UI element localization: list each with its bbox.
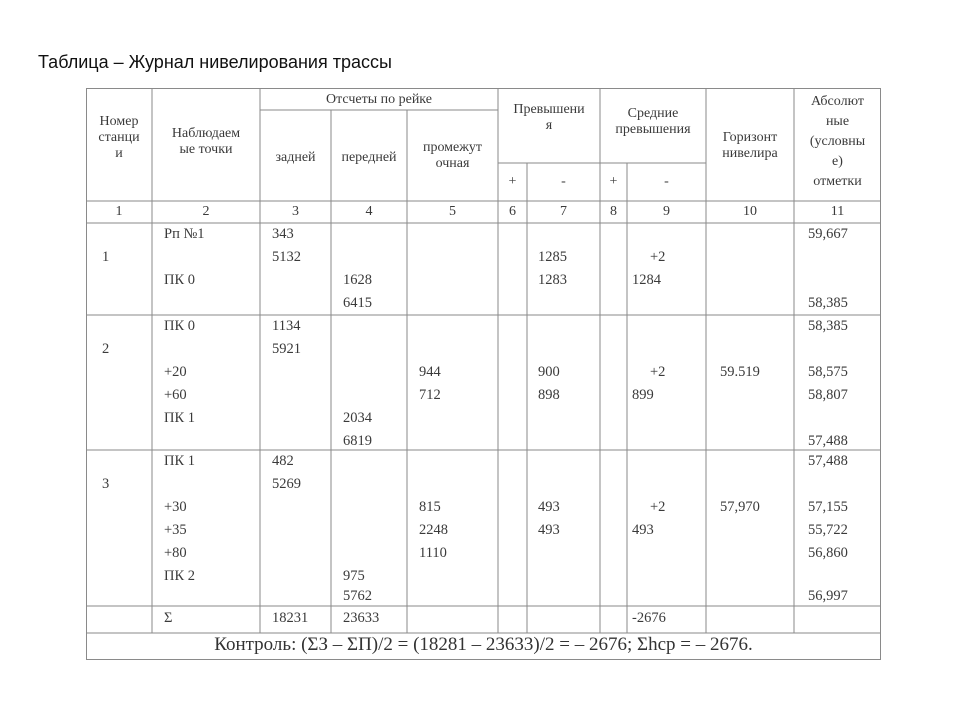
station-number: 2 xyxy=(102,341,110,357)
header-minus: - xyxy=(561,174,566,189)
absolute-mark: 58,575 xyxy=(808,364,848,380)
column-number: 11 xyxy=(830,204,845,219)
rear-reading: 5132 xyxy=(272,249,301,265)
column-number: 9 xyxy=(663,204,670,219)
header-front: передней xyxy=(341,150,397,165)
mean-elevation: +2 xyxy=(650,499,666,515)
absolute-mark: 56,860 xyxy=(808,545,848,561)
intermediate-reading: 2248 xyxy=(419,522,448,538)
point-label: ПК 1 xyxy=(164,453,196,469)
point-label: +35 xyxy=(164,522,187,538)
instrument-horizon: 59.519 xyxy=(720,364,760,380)
column-number: 1 xyxy=(115,204,123,219)
absolute-mark: 57,488 xyxy=(808,453,848,469)
control-formula: Контроль: (ΣЗ – ΣП)/2 = (18281 – 23633)/2 = – 2676; Σhср = – 2676. xyxy=(214,634,753,655)
header-mean-plus: + xyxy=(609,174,618,189)
column-number: 3 xyxy=(292,204,299,219)
absolute-mark: 56,997 xyxy=(808,588,848,604)
sum-label: Σ xyxy=(164,610,173,626)
front-reading: 2034 xyxy=(343,410,372,426)
header-readings: Отсчеты по рейке xyxy=(326,92,432,107)
column-number: 8 xyxy=(610,204,617,219)
header-mean-minus: - xyxy=(664,174,669,189)
header-points: Наблюдаем ые точки xyxy=(171,126,241,157)
table-grid xyxy=(86,88,881,660)
point-label: ПК 0 xyxy=(164,272,196,288)
column-number: 5 xyxy=(449,204,456,219)
column-number: 6 xyxy=(509,204,516,219)
instrument-horizon: 57,970 xyxy=(720,499,760,515)
intermediate-reading: 944 xyxy=(419,364,441,380)
elevation-minus: 493 xyxy=(538,499,560,515)
absolute-mark: 57,488 xyxy=(808,433,848,449)
header-horizon: Горизонт нивелира xyxy=(722,130,778,161)
front-reading: 5762 xyxy=(343,588,372,604)
header-station: Номер станци и xyxy=(98,114,140,161)
front-reading: 975 xyxy=(343,568,365,584)
header-rear: задней xyxy=(275,150,316,165)
point-label: ПК 1 xyxy=(164,410,196,426)
elevation-minus: 1285 xyxy=(538,249,567,265)
absolute-mark: 58,385 xyxy=(808,318,848,334)
sum-mean: -2676 xyxy=(632,610,666,626)
header-mean-elevations: Средние превышения xyxy=(615,106,691,137)
mean-elevation: 1284 xyxy=(632,272,661,288)
header-absolute: Абсолют ные (условны е) отметки xyxy=(809,94,866,189)
absolute-mark: 59,667 xyxy=(808,226,848,242)
point-label: +30 xyxy=(164,499,187,515)
intermediate-reading: 712 xyxy=(419,387,441,403)
column-number: 10 xyxy=(743,204,757,219)
column-number: 2 xyxy=(202,204,210,219)
point-label: +80 xyxy=(164,545,187,561)
rear-reading: 5921 xyxy=(272,341,301,357)
column-number: 7 xyxy=(560,204,567,219)
front-reading: 6415 xyxy=(343,295,372,311)
point-label: +20 xyxy=(164,364,187,380)
table-caption: Таблица – Журнал нивелирования трассы xyxy=(38,52,392,72)
rear-reading: 1134 xyxy=(272,318,301,334)
mean-elevation: +2 xyxy=(650,364,666,380)
rear-reading: 343 xyxy=(272,226,294,242)
elevation-minus: 898 xyxy=(538,387,560,403)
header-intermediate: промежут очная xyxy=(422,140,483,171)
mean-elevation: 899 xyxy=(632,387,654,403)
mean-elevation: +2 xyxy=(650,249,666,265)
absolute-mark: 57,155 xyxy=(808,499,848,515)
sum-rear: 18231 xyxy=(272,610,309,626)
mean-elevation: 493 xyxy=(632,522,654,538)
absolute-mark: 55,722 xyxy=(808,522,848,538)
point-label: +60 xyxy=(164,387,187,403)
absolute-mark: 58,807 xyxy=(808,387,848,403)
front-reading: 6819 xyxy=(343,433,372,449)
header-plus: + xyxy=(508,174,517,189)
header-elevations: Превышени я xyxy=(513,102,585,133)
sum-front: 23633 xyxy=(343,610,380,626)
point-label: ПК 0 xyxy=(164,318,196,334)
column-number: 4 xyxy=(365,204,373,219)
elevation-minus: 493 xyxy=(538,522,560,538)
station-number: 3 xyxy=(102,476,110,492)
intermediate-reading: 1110 xyxy=(419,545,447,561)
leveling-journal-table xyxy=(86,88,881,660)
rear-reading: 482 xyxy=(272,453,294,469)
intermediate-reading: 815 xyxy=(419,499,441,515)
elevation-minus: 900 xyxy=(538,364,560,380)
point-label: Рп №1 xyxy=(164,226,205,242)
point-label: ПК 2 xyxy=(164,568,196,584)
front-reading: 1628 xyxy=(343,272,372,288)
elevation-minus: 1283 xyxy=(538,272,567,288)
absolute-mark: 58,385 xyxy=(808,295,848,311)
station-number: 1 xyxy=(102,249,110,265)
rear-reading: 5269 xyxy=(272,476,301,492)
